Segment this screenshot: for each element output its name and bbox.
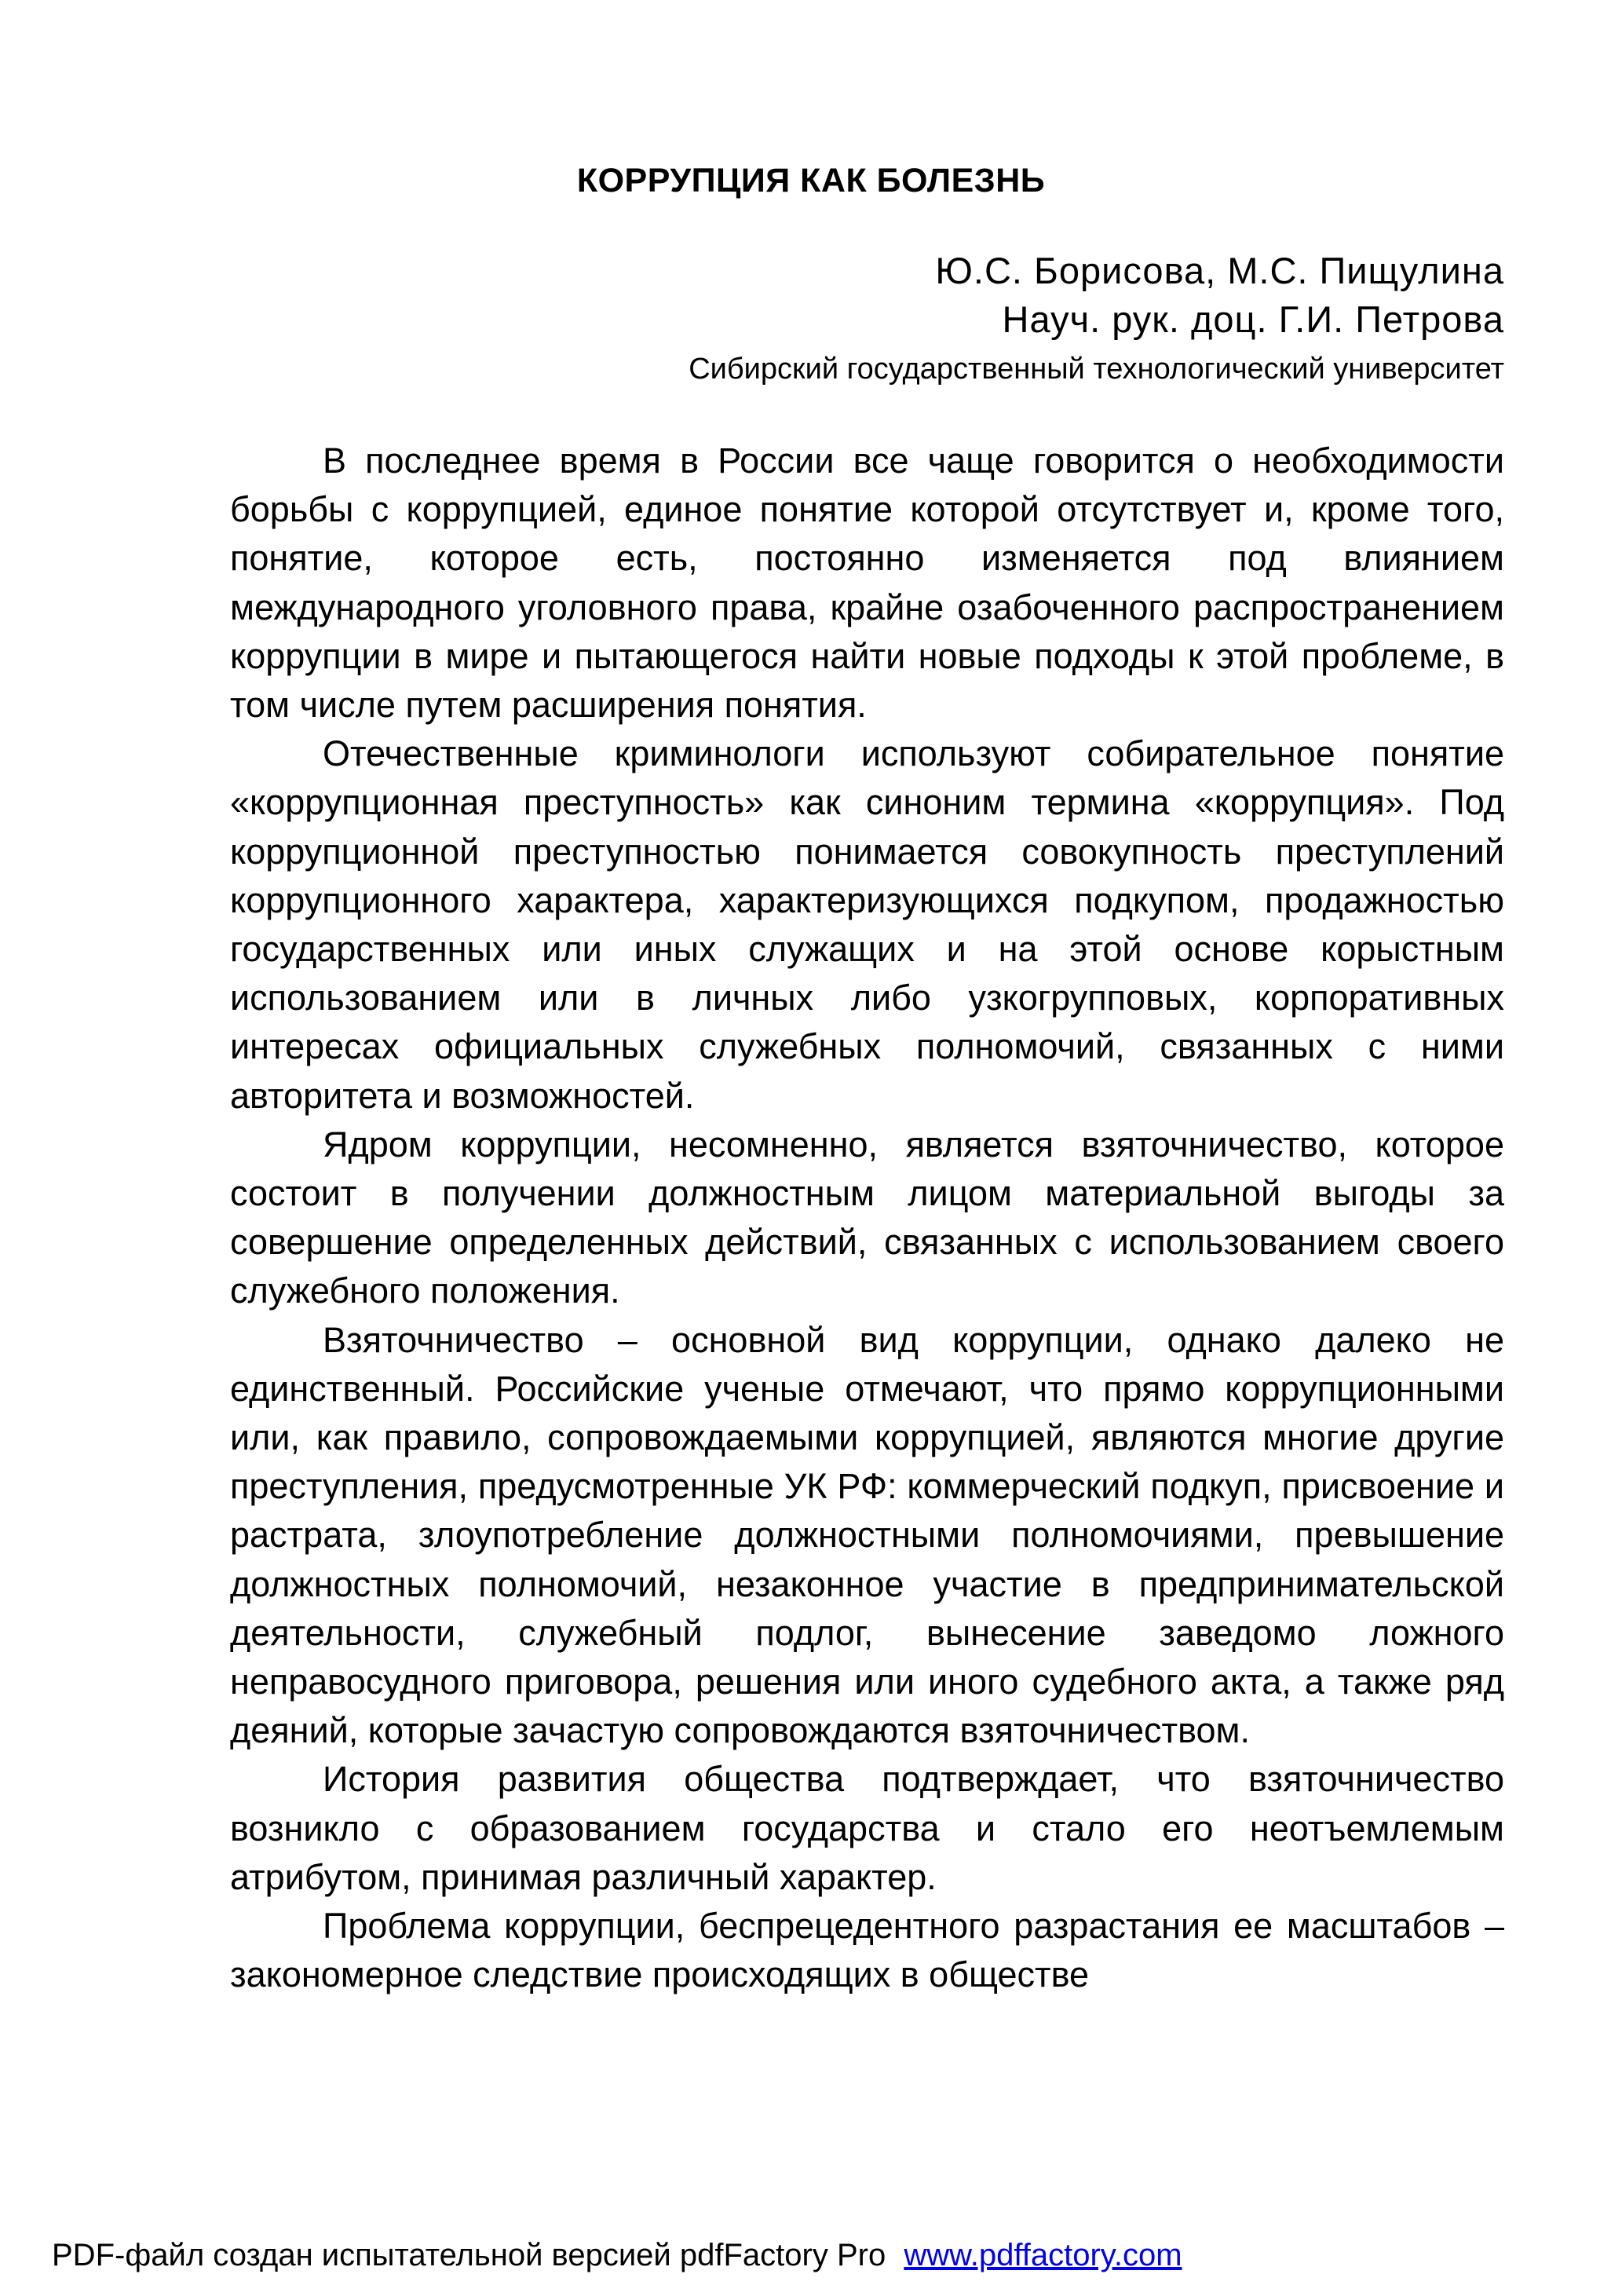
affiliation-line: Сибирский государственный технологический университет [689, 353, 1504, 386]
pdf-footer [52, 2235, 1182, 2276]
authors-line: Ю.С. Борисова, М.С. Пищулина [935, 250, 1504, 291]
supervisor-line: Науч. рук. доц. Г.И. Петрова [1002, 298, 1504, 340]
paragraph: Ядром коррупции, несомненно, является взяточничество, которое состоит в получении должностным лицом материальной выгоды за совершение определенных действий, связанных с использованием своего служебного положения. [230, 1124, 1504, 1311]
paragraph: Взяточничество – основной вид коррупции, однако далеко не единственный. Российские ученые отмечают, что прямо коррупционными или, как правило, сопровождаемыми коррупцией, являются многие другие преступления, предусмотренные УК РФ: коммерческий подкуп, присвоение и растрата, злоупотребление должностными полномочиями, превышение должностных полномочий, незаконное участие в предпринимательской деятельности, служебный подлог, вынесение заведомо ложного неправосудного приговора, решения или иного судебного акта, а также ряд деяний, которые зачастую сопровождаются взяточничеством. [230, 1319, 1504, 1751]
paragraph: Проблема коррупции, беспрецедентного разрастания ее масштабов – закономерное следствие происходящих в обществе [230, 1906, 1504, 1995]
footer-link[interactable]: www.pdffactory.com [904, 2238, 1182, 2272]
document-title: КОРРУПЦИЯ КАК БОЛЕЗНЬ [576, 162, 1046, 199]
paragraph: В последнее время в России все чаще говорится о необходимости борьбы с коррупцией, единое понятие которой отсутствует и, кроме того, понятие, которое есть, постоянно изменяется под влиянием международного уголовного права, крайне озабоченного распространением коррупции в мире и пытающегося найти новые подходы к этой проблеме, в том числе путем расширения понятия. [230, 441, 1504, 726]
author-block [230, 247, 1504, 389]
footer-text: PDF-файл создан испытательной версией pdfFactory Pro [52, 2238, 886, 2272]
paragraph: История развития общества подтверждает, что взяточничество возникло с образованием государства и стало его неотъемлемым атрибутом, принимая различный характер. [230, 1759, 1504, 1897]
body-text [230, 437, 1504, 2000]
paragraph: Отечественные криминологи используют собирательное понятие «коррупционная преступность» как синоним термина «коррупция». Под коррупционной преступностью понимается совокупность преступлений коррупционного характера, характеризующихся подкупом, продажностью государственных или иных служащих и на этой основе корыстным использованием или в личных либо узкогрупповых, корпоративных интересах официальных служебных полномочий, связанных с ними авторитета и возможностей. [230, 733, 1504, 1116]
